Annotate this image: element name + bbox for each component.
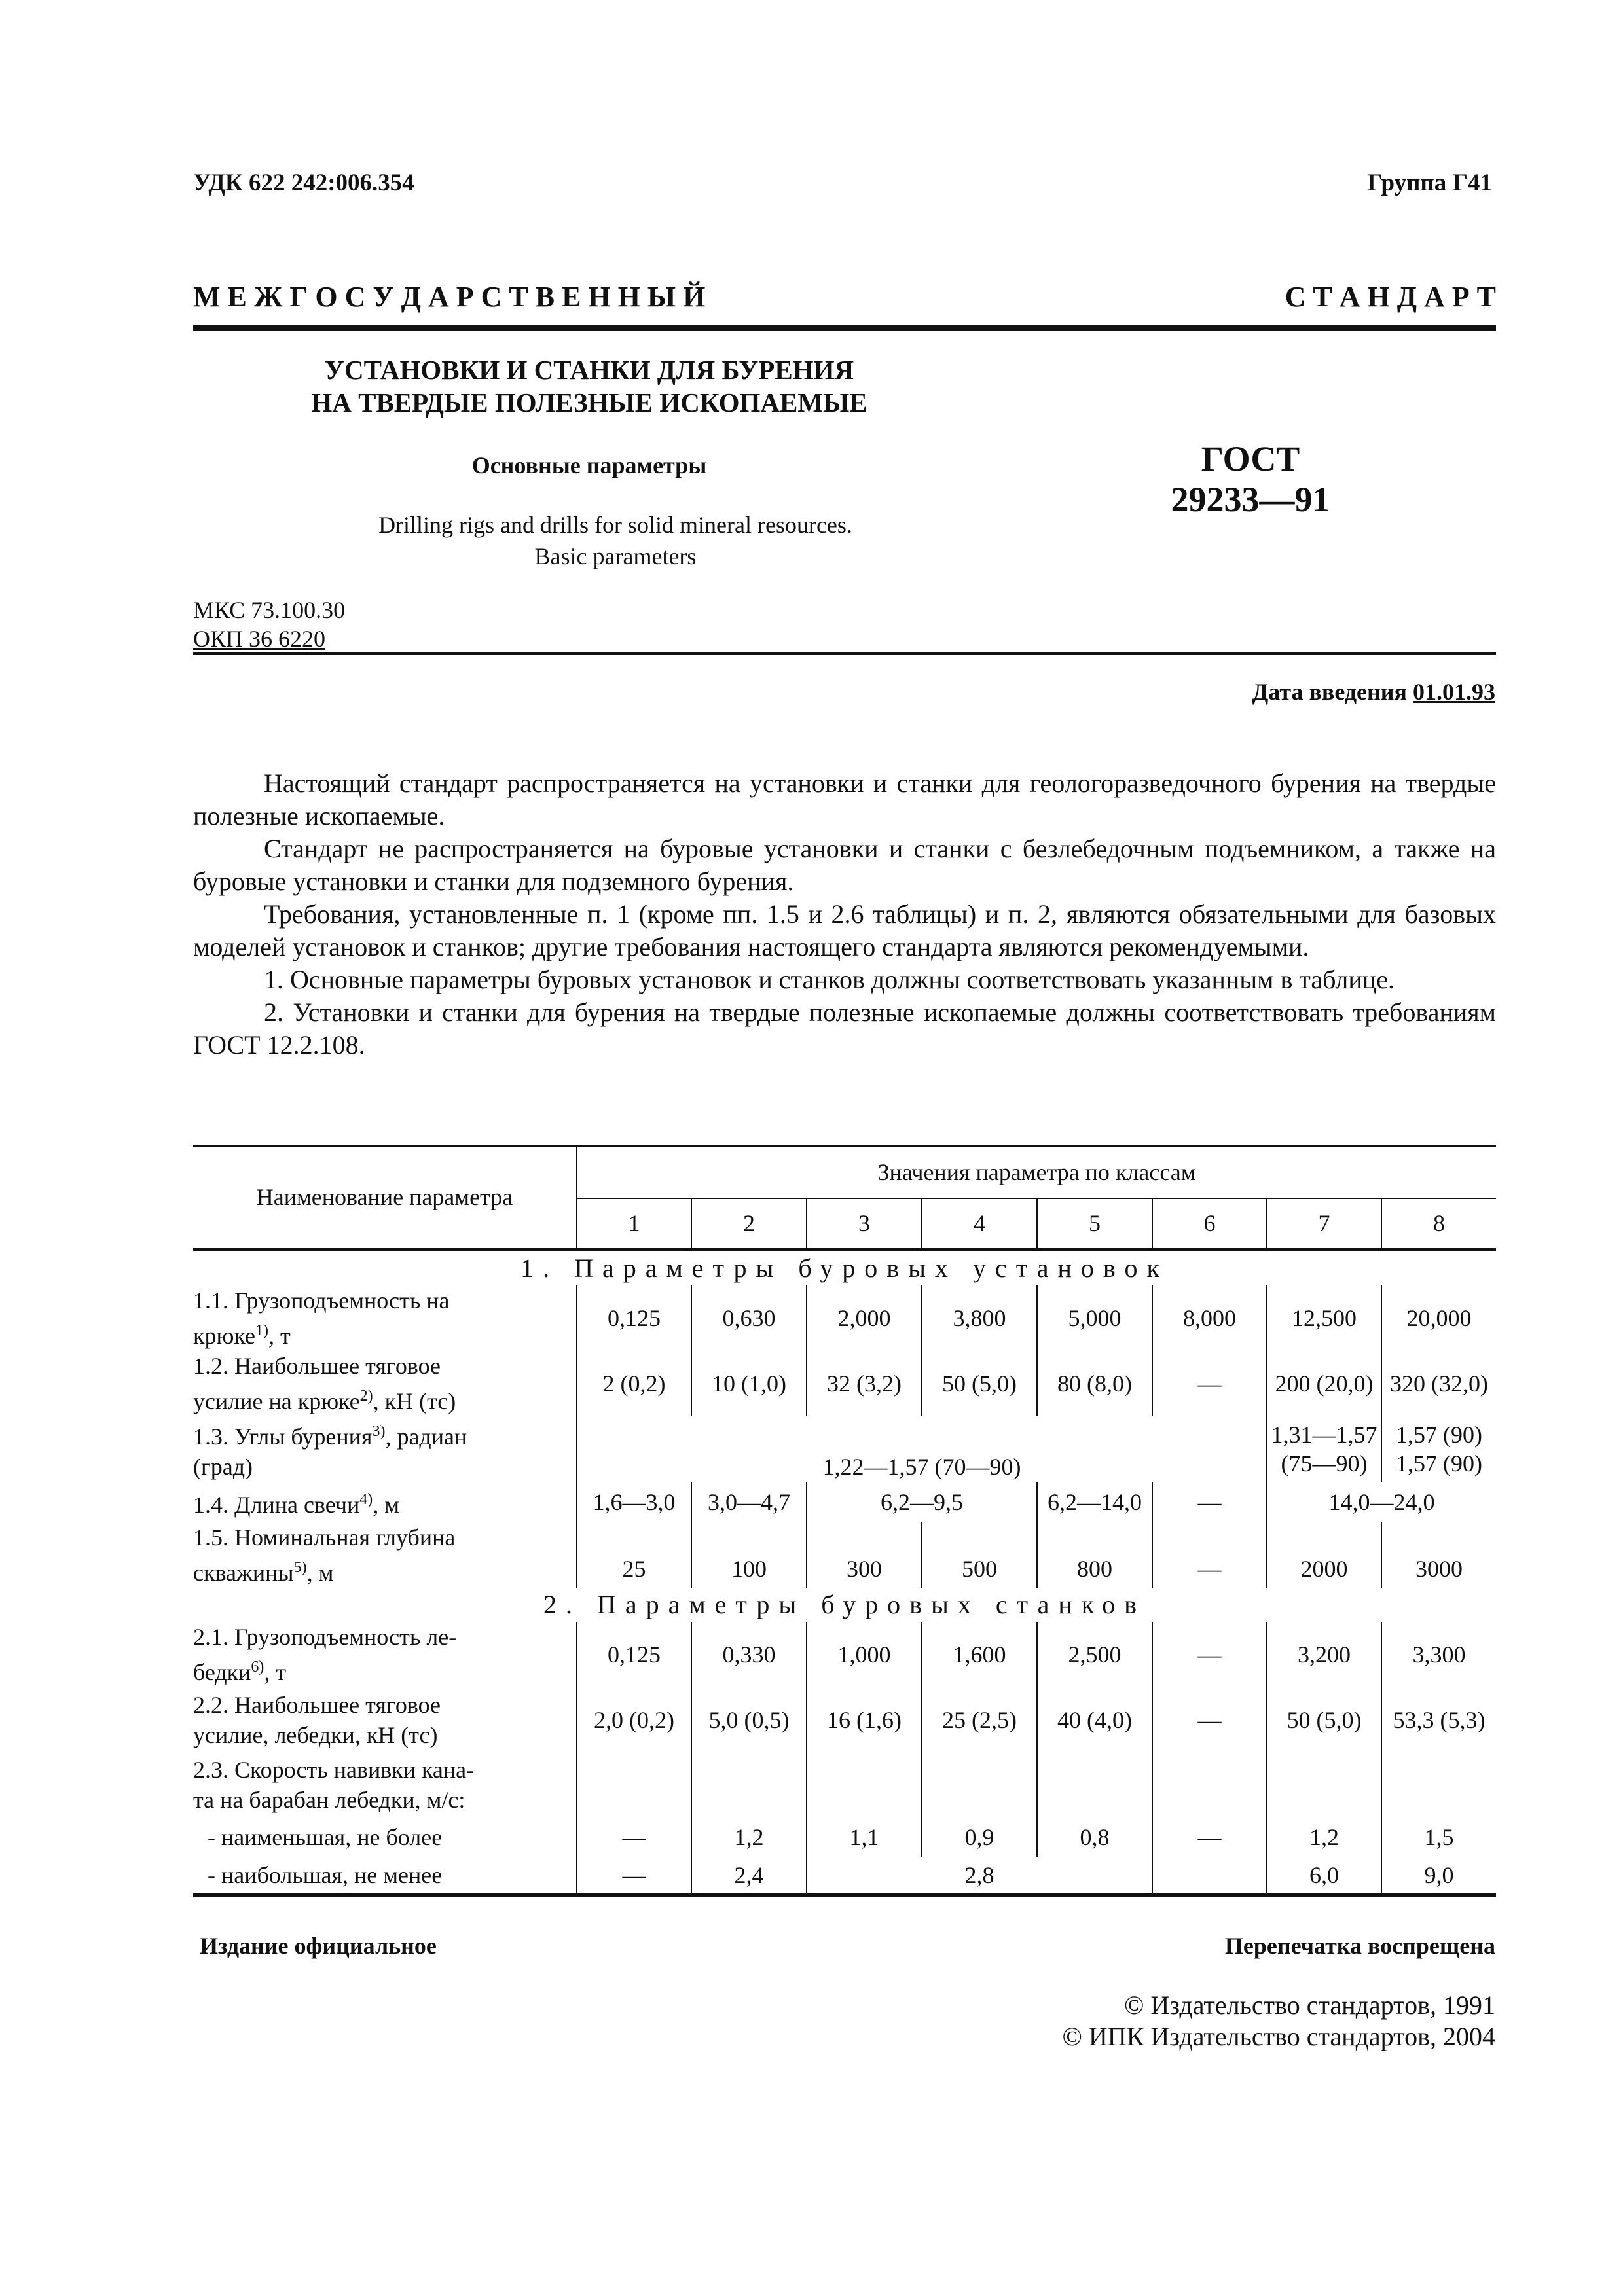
table-row	[193, 1857, 1496, 1895]
table-cell-merged: 1,22—1,57 (70—90)	[577, 1416, 1267, 1482]
param-name-line: та на барабан лебедки, м/с:	[193, 1786, 465, 1813]
table-cell: 1,000	[807, 1622, 922, 1687]
header-rule	[193, 325, 1496, 331]
param-name-line: 2.3. Скорость навивки кана-	[193, 1756, 475, 1783]
table-cell: 8,000	[1152, 1285, 1267, 1351]
parameters-table	[193, 1145, 1496, 1897]
class-header: 8	[1381, 1198, 1496, 1249]
table-cell: 6,0	[1267, 1857, 1381, 1895]
paragraph: 1. Основные параметры буровых установок и станков должны соответствовать указанным в таблице.	[264, 965, 1395, 994]
table-cell: 2,4	[691, 1857, 807, 1895]
table-cell: 50 (5,0)	[922, 1351, 1037, 1416]
class-header: 1	[577, 1198, 691, 1249]
gost-number: 29233—91	[1171, 480, 1330, 519]
table-cell: 40 (4,0)	[1037, 1687, 1152, 1753]
table-cell: 9,0	[1381, 1857, 1496, 1895]
interstate-word: М Е Ж Г О С У Д А Р С Т В Е Н Н Ы Й	[193, 281, 706, 313]
table-cell: 53,3 (5,3)	[1381, 1687, 1496, 1753]
table-cell: 1,2	[691, 1817, 807, 1857]
param-name	[193, 1351, 577, 1416]
table-cell: 2,0 (0,2)	[577, 1687, 691, 1753]
param-name-line: (град)	[193, 1453, 253, 1480]
table-cell: 50 (5,0)	[1267, 1687, 1381, 1753]
table-cell: 32 (3,2)	[807, 1351, 922, 1416]
interstate-standard-heading	[193, 280, 1496, 314]
cell-line: 1,57 (90)	[1396, 1421, 1482, 1448]
table-cell: 0,9	[922, 1817, 1037, 1857]
table-cell: 320 (32,0)	[1381, 1351, 1496, 1416]
table-cell: 3,800	[922, 1285, 1037, 1351]
table-cell-merged: 14,0—24,0	[1267, 1482, 1496, 1522]
group-code: Группа Г41	[1367, 170, 1492, 196]
param-name-line: 2.1. Грузоподъемность ле-	[193, 1623, 457, 1650]
param-name	[193, 1285, 577, 1351]
param-name-line: крюке$^{1)}$, т	[193, 1321, 291, 1349]
table-cell: 6,2—14,0	[1037, 1482, 1152, 1522]
class-header: 7	[1267, 1198, 1381, 1249]
table-cell: —	[577, 1817, 691, 1857]
introduction-date	[1252, 678, 1496, 706]
table-cell: 1,2	[1267, 1817, 1381, 1857]
table-row	[193, 1687, 1496, 1753]
table-cell: 300	[807, 1522, 922, 1588]
table-cell: —	[577, 1857, 691, 1895]
param-name	[193, 1687, 577, 1753]
date-label: Дата введения	[1252, 679, 1407, 705]
table-row	[193, 1416, 1496, 1482]
param-name: - наименьшая, не более	[208, 1823, 443, 1850]
title-line-2: НА ТВЕРДЫЕ ПОЛЕЗНЫЕ ИСКОПАЕМЫЕ	[311, 387, 867, 418]
param-name-line: скважины$^{5)}$, м	[193, 1558, 334, 1586]
table-cell: 800	[1037, 1522, 1152, 1588]
column-header-values: Значения параметра по классам	[577, 1146, 1496, 1198]
table-cell-merged: 2,8	[807, 1857, 1152, 1895]
table-cell: 2,000	[807, 1285, 922, 1351]
table-cell: 0,125	[577, 1622, 691, 1687]
param-name-line: 1.1. Грузоподъемность на	[193, 1287, 450, 1314]
table-row	[193, 1285, 1496, 1351]
param-name-line: 1.4. Длина свечи$^{4)}$, м	[193, 1490, 400, 1518]
table-cell	[1152, 1857, 1267, 1895]
gost-designation	[1165, 439, 1336, 520]
section-heading: 2. Параметры буровых станков	[543, 1590, 1146, 1619]
gost-label: ГОСТ	[1201, 439, 1300, 478]
paragraph: 2. Установки и станки для бурения на твердые полезные ископаемые должны соответствовать требованиям ГОСТ 12.2.108.	[193, 997, 1496, 1060]
table-cell: 0,330	[691, 1622, 807, 1687]
table-cell: 0,630	[691, 1285, 807, 1351]
paragraph: Настоящий стандарт распространяется на установки и станки для геологоразведочного бурения на твердые полезные ископаемые.	[193, 768, 1496, 831]
param-name-line: усилие на крюке$^{2)}$, кН (тс)	[193, 1387, 456, 1414]
param-name-line: 2.2. Наибольшее тяговое	[193, 1691, 441, 1718]
table-cell: 1,600	[922, 1622, 1037, 1687]
table-row	[193, 1522, 1496, 1588]
table-cell: 3,200	[1267, 1622, 1381, 1687]
table-cell: 25 (2,5)	[922, 1687, 1037, 1753]
classification-rule	[193, 652, 1496, 655]
table-cell	[1381, 1416, 1496, 1482]
table-cell	[1267, 1416, 1381, 1482]
classification-codes	[193, 596, 345, 653]
table-cell: 12,500	[1267, 1285, 1381, 1351]
cell-line: 1,31—1,57	[1271, 1421, 1377, 1448]
table-row	[193, 1482, 1496, 1522]
param-name	[193, 1522, 577, 1588]
table-cell: 200 (20,0)	[1267, 1351, 1381, 1416]
section-heading: 1. Параметры буровых установок	[520, 1253, 1169, 1283]
param-name-line: 1.2. Наибольшее тяговое	[193, 1352, 441, 1379]
table-cell: 3,0—4,7	[691, 1482, 807, 1522]
class-header: 3	[807, 1198, 922, 1249]
table-cell: 1,6—3,0	[577, 1482, 691, 1522]
table-cell: 100	[691, 1522, 807, 1588]
table-cell: 3,300	[1381, 1622, 1496, 1687]
title-line-1: УСТАНОВКИ И СТАНКИ ДЛЯ БУРЕНИЯ	[324, 355, 854, 385]
copyright-line: © Издательство стандартов, 1991	[1123, 1990, 1495, 2020]
param-name-line: 1.3. Углы бурения$^{3)}$, радиан	[193, 1422, 467, 1450]
reprint-prohibited: Перепечатка воспрещена	[1224, 1933, 1495, 1959]
official-edition: Издание официальное	[200, 1933, 437, 1959]
copyright-line: © ИПК Издательство стандартов, 2004	[1062, 2022, 1495, 2051]
mks-code: МКС 73.100.30	[193, 597, 346, 623]
cell-line: 1,57 (90)	[1396, 1450, 1482, 1477]
table-row	[193, 1622, 1496, 1687]
table-cell: 20,000	[1381, 1285, 1496, 1351]
class-header: 2	[691, 1198, 807, 1249]
class-header: 4	[922, 1198, 1037, 1249]
document-subtitle: Основные параметры	[471, 452, 707, 478]
table-cell: 0,8	[1037, 1817, 1152, 1857]
param-name: - наибольшая, не менее	[193, 1857, 577, 1895]
table-cell: 16 (1,6)	[807, 1687, 922, 1753]
table-cell: 25	[577, 1522, 691, 1588]
table-cell-merged: 6,2—9,5	[807, 1482, 1037, 1522]
table-cell: 2000	[1267, 1522, 1381, 1588]
param-name	[193, 1622, 577, 1687]
param-name-line: усилие, лебедки, кН (тс)	[193, 1721, 438, 1748]
param-name	[193, 1416, 577, 1482]
table-cell: —	[1152, 1351, 1267, 1416]
param-name-line: 1.5. Номинальная глубина	[193, 1524, 456, 1551]
table-cell: —	[1152, 1817, 1267, 1857]
table-cell: 2 (0,2)	[577, 1351, 691, 1416]
class-header: 6	[1152, 1198, 1267, 1249]
body-text	[193, 767, 1496, 1062]
table-cell: —	[1152, 1482, 1267, 1522]
table-cell: 80 (8,0)	[1037, 1351, 1152, 1416]
cell-line: (75—90)	[1281, 1450, 1368, 1477]
table-cell: 3000	[1381, 1522, 1496, 1588]
class-header: 5	[1037, 1198, 1152, 1249]
param-name	[193, 1482, 577, 1522]
table-cell: 0,125	[577, 1285, 691, 1351]
english-title	[314, 509, 917, 572]
table-cell: —	[1152, 1522, 1267, 1588]
table-cell: —	[1152, 1687, 1267, 1753]
copyright-block	[1063, 1990, 1495, 2053]
table-row	[193, 1753, 1496, 1817]
date-value: 01.01.93	[1413, 679, 1495, 705]
table-row	[193, 1351, 1496, 1416]
table-cell: 500	[922, 1522, 1037, 1588]
standard-word: С Т А Н Д А Р Т	[1285, 281, 1496, 313]
table-cell: 5,0 (0,5)	[691, 1687, 807, 1753]
english-title-line-1: Drilling rigs and drills for solid mineral resources.	[378, 512, 852, 538]
table-cell: 1,1	[807, 1817, 922, 1857]
column-header-name: Наименование параметра	[193, 1146, 577, 1249]
table-cell: 1,5	[1381, 1817, 1496, 1857]
paragraph: Стандарт не распространяется на буровые установки и станки с безлебедочным подъемником, а также на буровые установки и станки для подземного бурения.	[193, 834, 1496, 896]
table-cell: 5,000	[1037, 1285, 1152, 1351]
table-cell: 2,500	[1037, 1622, 1152, 1687]
english-title-line-2: Basic parameters	[534, 543, 697, 569]
paragraph: Требования, установленные п. 1 (кроме пп. 1.5 и 2.6 таблицы) и п. 2, являются обязательными для базовых моделей установок и станков; другие требования настоящего стандарта являются рекомендуемыми.	[193, 899, 1496, 961]
param-name	[193, 1753, 577, 1817]
udk-code: УДК 622 242:006.354	[193, 170, 414, 196]
table-row	[193, 1817, 1496, 1857]
okp-code: ОКП 36 6220	[193, 626, 326, 652]
param-name-line: бедки$^{6)}$, т	[193, 1658, 287, 1685]
table-cell: 10 (1,0)	[691, 1351, 807, 1416]
table-cell: —	[1152, 1622, 1267, 1687]
document-title	[262, 353, 917, 419]
